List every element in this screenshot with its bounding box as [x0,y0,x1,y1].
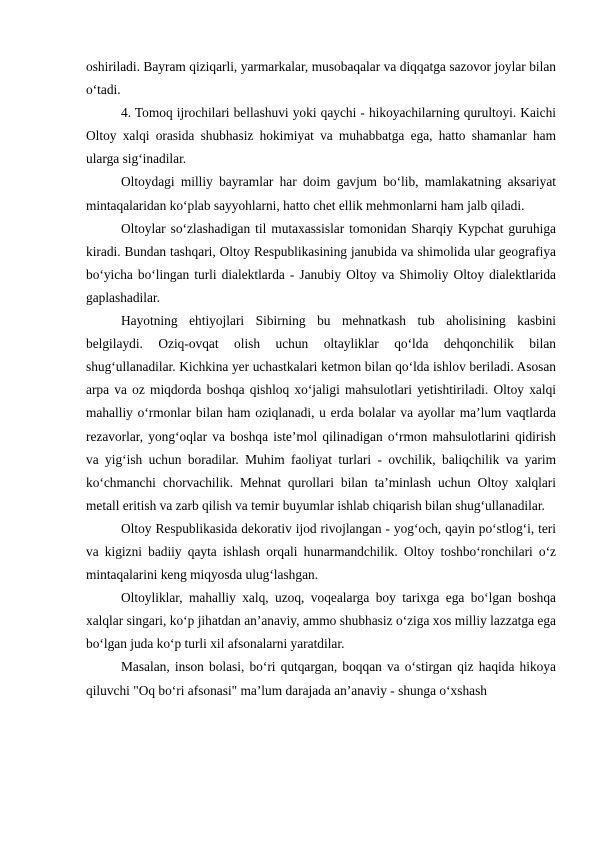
paragraph-1: oshiriladi. Bayram qiziqarli, yarmarkalar, musobaqalar va diqqatga sazovor joylar bilan o‘tadi. [86,59,556,98]
document-page [86,0,556,702]
paragraph-3: Oltoydagi milliy bayramlar har doim gavjum bo‘lib, mamlakatning aksariyat mintaqalaridan ko‘plab sayyohlarni, hatto chet ellik mehmonlarni ham jalb qiladi. [86,174,556,213]
paragraph-7: Oltoyliklar, mahalliy xalq, uzoq, voqealarga boy tarixga ega bo‘lgan boshqa xalqlar singari, ko‘p jihatdan an’anaviy, ammo shubhasiz o‘ziga xos milliy lazzatga ega bo‘lgan juda ko‘p turli xil afsonalarni yaratdilar. [86,590,556,652]
paragraph-2: 4. Tomoq ijrochilari bellashuvi yoki qaychi - hikoyachilarning qurultoyi. Kaichi Oltoy xalqi orasida shubhasiz hokimiyat va muhabbatga ega, hatto shamanlar ham ularga sig‘inadilar. [86,105,556,167]
paragraph-8: Masalan, inson bolasi, bo‘ri qutqargan, boqqan va o‘stirgan qiz haqida hikoya qiluvchi "Oq bo‘ri afsonasi" ma’lum darajada an’anaviy - shunga o‘xshash [86,659,556,698]
paragraph-6: Oltoy Respublikasida dekorativ ijod rivojlangan - yog‘och, qayin po‘stlog‘i, teri va kigizni badiiy qayta ishlash orqali hunarmandchilik. Oltoy toshbo‘ronchilari o‘z mintaqalarini keng miqyosda ulug‘lashgan. [86,520,556,583]
paragraph-5: Hayotning ehtiyojlari Sibirning bu mehnatkash tub aholisining kasbini belgilaydi. Oziq-ovqat olish uchun oltayliklar qo‘lda dehqonchilik bilan shug‘ullanadilar. Kichkina yer uchastkalari ketmon bilan qo‘lda ishlov beriladi. Asosan arpa va oz miqdorda boshqa qishloq xo‘jaligi mahsulotlari yetishtiriladi. Oltoy xalqi mahalliy o‘rmonlar bilan ham oziqlanadi, u erda bolalar va ayollar ma’lum vaqtlarda rezavorlar, yong‘oqlar va boshqa iste’mol qilinadigan o‘rmon mahsulotlarini qidirish va yig‘ish uchun boradilar. Muhim faoliyat turlari - ovchilik, baliqchilik va yarim ko‘chmanchi chorvachilik. Mehnat qurollari bilan ta’minlash uchun Oltoy xalqlari metall eritish va zarb qilish va temir buyumlar ishlab chiqarish bilan shug‘ullanadilar. [86,313,556,513]
paragraph-4: Oltoylar so‘zlashadigan til mutaxassislar tomonidan Sharqiy Kypchat guruhiga kiradi. Bundan tashqari, Oltoy Respublikasining janubida va shimolida ular geografiya bo‘yicha bo‘lingan turli dialektlarda - Janubiy Oltoy va Shimoliy Oltoy dialektlarida gaplashadilar. [86,220,556,305]
